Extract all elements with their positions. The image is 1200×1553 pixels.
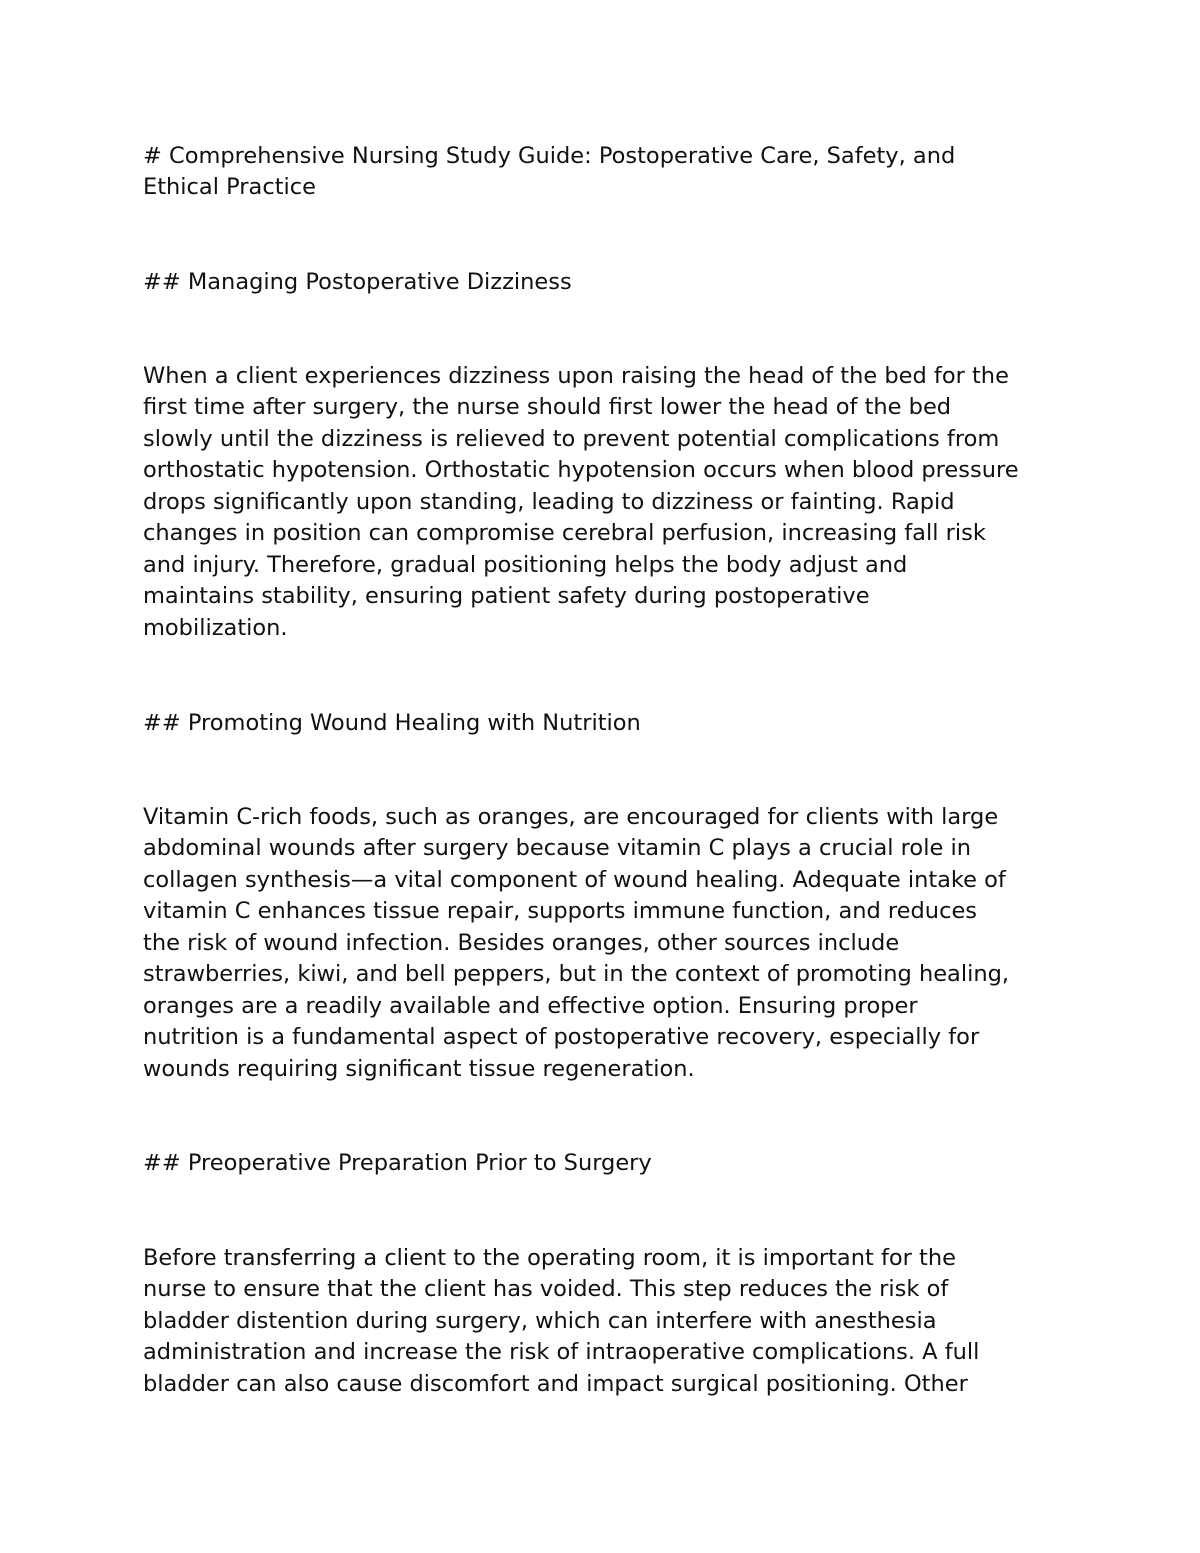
paragraph-line: collagen synthesis—a vital component of wound healing. Adequate intake of bbox=[143, 867, 1006, 893]
paragraph-line: bladder distention during surgery, which can interfere with anesthesia bbox=[143, 1308, 937, 1334]
paragraph-line: vitamin C enhances tissue repair, supports immune function, and reduces bbox=[143, 898, 978, 924]
paragraph-line: drops significantly upon standing, leading to dizziness or fainting. Rapid bbox=[143, 489, 955, 515]
paragraph-line: oranges are a readily available and effective option. Ensuring proper bbox=[143, 993, 918, 1019]
paragraph-line: Before transferring a client to the operating room, it is important for the bbox=[143, 1245, 956, 1271]
paragraph-line: bladder can also cause discomfort and impact surgical positioning. Other bbox=[143, 1371, 968, 1397]
paragraph-line: and injury. Therefore, gradual positioning helps the body adjust and bbox=[143, 552, 908, 578]
paragraph-line: strawberries, kiwi, and bell peppers, but in the context of promoting healing, bbox=[143, 961, 1010, 987]
paragraph-line: mobilization. bbox=[143, 615, 288, 641]
paragraph-line: changes in position can compromise cerebral perfusion, increasing fall risk bbox=[143, 520, 986, 546]
document-title-line: # Comprehensive Nursing Study Guide: Postoperative Care, Safety, and bbox=[143, 143, 956, 169]
section-heading: ## Preoperative Preparation Prior to Surgery bbox=[143, 1150, 652, 1176]
paragraph-line: Vitamin C-rich foods, such as oranges, are encouraged for clients with large bbox=[143, 804, 999, 830]
paragraph-line: maintains stability, ensuring patient safety during postoperative bbox=[143, 583, 870, 609]
section-heading: ## Promoting Wound Healing with Nutrition bbox=[143, 710, 641, 736]
paragraph-line: the risk of wound infection. Besides oranges, other sources include bbox=[143, 930, 900, 956]
paragraph-line: abdominal wounds after surgery because vitamin C plays a crucial role in bbox=[143, 835, 971, 861]
paragraph-line: administration and increase the risk of intraoperative complications. A full bbox=[143, 1339, 980, 1365]
paragraph-line: orthostatic hypotension. Orthostatic hypotension occurs when blood pressure bbox=[143, 457, 1019, 483]
paragraph-line: first time after surgery, the nurse should first lower the head of the bed bbox=[143, 394, 952, 420]
document-title-line: Ethical Practice bbox=[143, 174, 316, 200]
paragraph-line: slowly until the dizziness is relieved to prevent potential complications from bbox=[143, 426, 1000, 452]
section-heading: ## Managing Postoperative Dizziness bbox=[143, 269, 572, 295]
paragraph-line: nutrition is a fundamental aspect of postoperative recovery, especially for bbox=[143, 1024, 980, 1050]
paragraph-line: When a client experiences dizziness upon raising the head of the bed for the bbox=[143, 363, 1009, 389]
paragraph-line: wounds requiring significant tissue regeneration. bbox=[143, 1056, 695, 1082]
paragraph-line: nurse to ensure that the client has voided. This step reduces the risk of bbox=[143, 1276, 949, 1302]
